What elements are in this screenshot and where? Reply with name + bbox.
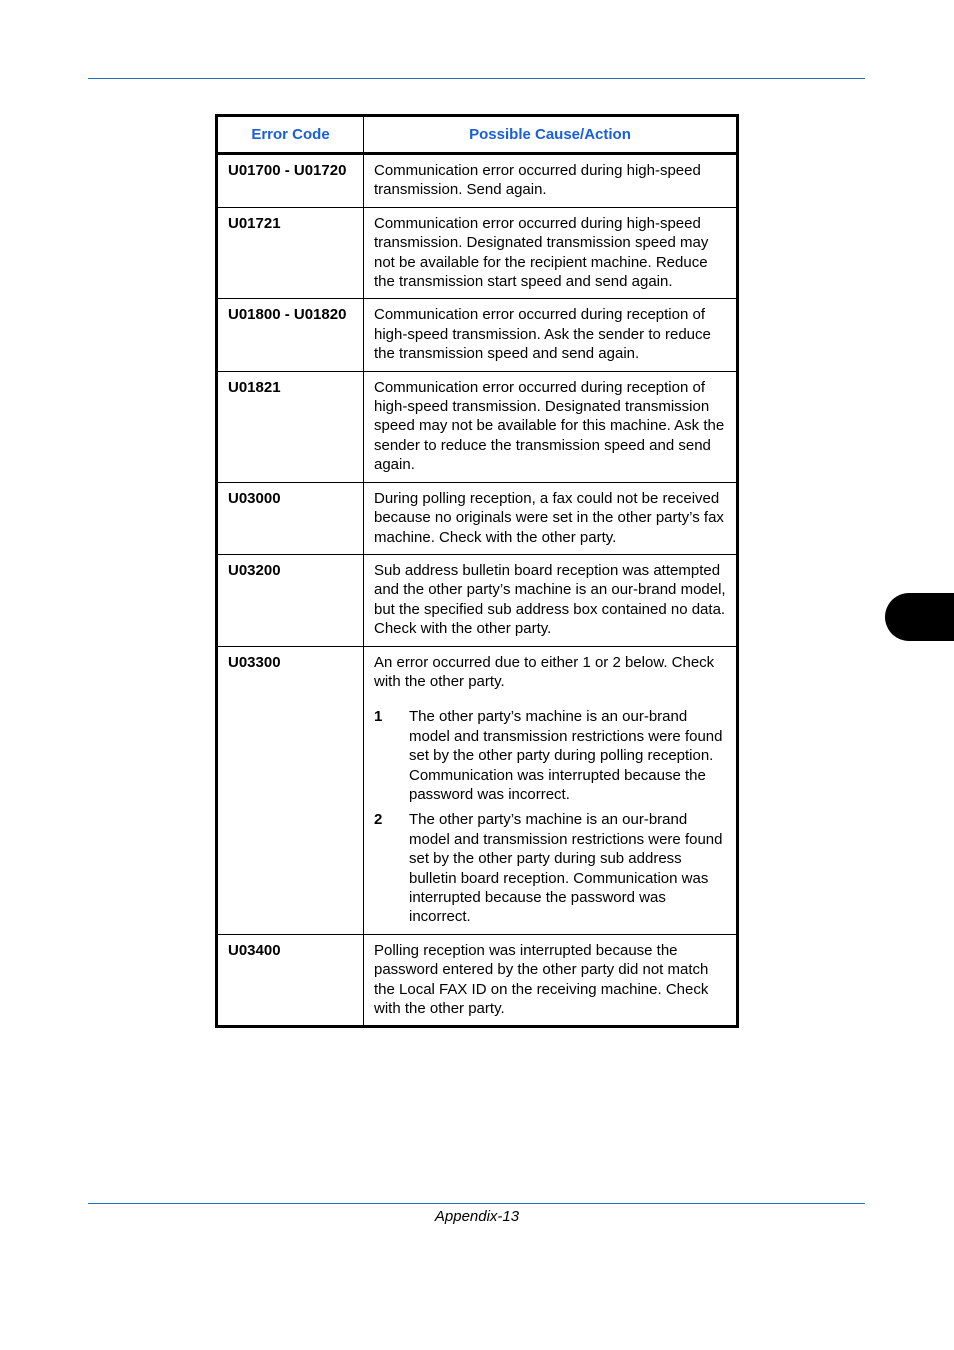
footer-rule: [88, 1203, 865, 1204]
error-code: U03300: [217, 646, 364, 934]
table-row: [217, 299, 738, 371]
list-item-text: The other party’s machine is an our-brand model and transmission restrictions were found set by the other party during polling reception. Communication was interrupted because the password was incorrect.: [409, 708, 723, 803]
error-code: U01721: [217, 207, 364, 299]
error-code: U01700 - U01720: [217, 154, 364, 208]
table-header-row: [217, 116, 738, 154]
error-code: U01800 - U01820: [217, 299, 364, 371]
cause-text: Communication error occurred during high-speed transmission. Designated transmission speed may not be available for the recipient machine. Reduce the transmission start speed and send again.: [364, 207, 738, 299]
cause-text: During polling reception, a fax could not be received because no originals were set in the other party’s fax machine. Check with the other party.: [364, 482, 738, 554]
error-code-table: [215, 114, 739, 1028]
table-row: [217, 371, 738, 482]
table-row: [217, 646, 738, 934]
cause-text: Sub address bulletin board reception was attempted and the other party’s machine is an our-brand model, but the specified sub address box contained no data. Check with the other party.: [364, 554, 738, 646]
error-code: U03000: [217, 482, 364, 554]
error-code: U03400: [217, 934, 364, 1027]
cause-text: An error occurred due to either 1 or 2 below. Check with the other party.: [374, 653, 715, 690]
header-possible-cause: Possible Cause/Action: [364, 116, 738, 154]
cause-text: Communication error occurred during high-speed transmission. Send again.: [364, 154, 738, 208]
error-code: U01821: [217, 371, 364, 482]
chapter-tab: [885, 593, 954, 641]
list-item: [374, 810, 727, 926]
table-row: [217, 154, 738, 208]
cause-text: Polling reception was interrupted because the password entered by the other party did not match the Local FAX ID on the receiving machine. Check with the other party.: [364, 934, 738, 1027]
table-row: [217, 207, 738, 299]
list-item-number: 2: [374, 811, 383, 829]
page-number: Appendix-13: [434, 1208, 520, 1225]
error-code: U03200: [217, 554, 364, 646]
list-item: [374, 707, 727, 804]
list-item-number: 1: [374, 708, 383, 726]
list-item-text: The other party’s machine is an our-brand model and transmission restrictions were found set by the other party during sub address bulletin board reception. Communication was interrupted because the password was incorrect.: [409, 811, 723, 926]
table-row: [217, 554, 738, 646]
cause-text: Communication error occurred during reception of high-speed transmission. Designated transmission speed may not be available for this machine. Ask the sender to reduce the transmission speed and send again.: [364, 371, 738, 482]
cause-cell: [364, 646, 738, 934]
cause-text: Communication error occurred during reception of high-speed transmission. Ask the sender to reduce the transmission speed and send again.: [364, 299, 738, 371]
header-error-code: Error Code: [217, 116, 364, 154]
header-rule: [88, 78, 865, 79]
table-row: [217, 934, 738, 1027]
cause-list: [374, 707, 727, 926]
table-row: [217, 482, 738, 554]
